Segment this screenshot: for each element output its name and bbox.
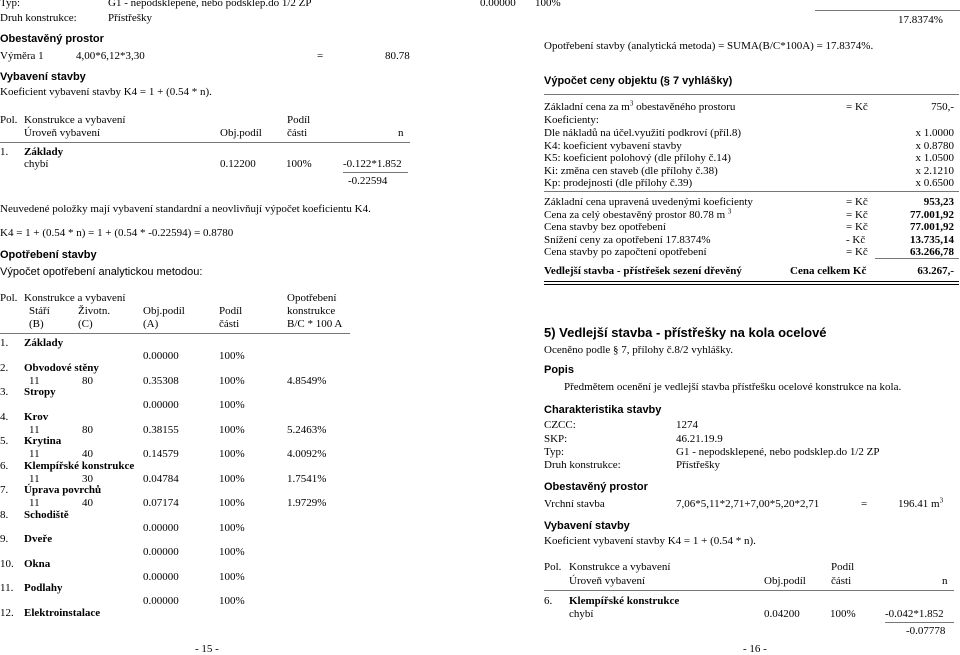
wear-row-name: Krytina bbox=[24, 435, 62, 447]
popis-text: Předmětem ocenění je vedlejší stavba přístřešku ocelové konstrukce na kola. bbox=[564, 381, 902, 393]
top-total: 17.8374% bbox=[898, 14, 943, 26]
wear-row-name: Stropy bbox=[24, 386, 56, 398]
wear-row-num: 7. bbox=[0, 484, 9, 496]
vrchni-value: 196.41 $m^3$ bbox=[898, 496, 944, 510]
coefficient-value: x 1.0000 bbox=[915, 127, 954, 139]
wear-row-obj-share: 0.07174 bbox=[143, 497, 179, 509]
tbl-row-uroven: chybí bbox=[569, 608, 594, 620]
popis-heading: Popis bbox=[544, 364, 574, 376]
opotrebeni-heading: Opotřebení stavby bbox=[0, 249, 97, 261]
wear-row-num: 2. bbox=[0, 361, 9, 374]
price-row-value: 77.001,92 bbox=[910, 208, 954, 221]
tbl2-header-rule bbox=[0, 333, 350, 334]
tbl1-row-num: 1. bbox=[0, 146, 9, 158]
wear-row-share: 100% bbox=[219, 350, 245, 362]
wear-row-obj-share: 0.00000 bbox=[143, 521, 179, 534]
druh-value: Přístřešky bbox=[108, 12, 152, 24]
tbl2-h-casti: části bbox=[219, 318, 240, 330]
vrchni-eq: = bbox=[861, 498, 868, 510]
wear-row-num: 4. bbox=[0, 410, 9, 423]
price-row-eq: = Kč bbox=[846, 221, 868, 233]
wear-row-share: 100% bbox=[219, 570, 245, 583]
tbl2-h-objpodil: Obj.podíl bbox=[143, 305, 185, 317]
price-row-value: 77.001,92 bbox=[910, 221, 954, 233]
zakladni-cena-value: 750,- bbox=[931, 101, 954, 113]
top-obj: 0.00000 bbox=[480, 0, 516, 9]
tbl2-h-konstrukce: Konstrukce a vybavení bbox=[24, 292, 126, 304]
wear-row-lifespan: 40 bbox=[82, 448, 93, 460]
wear-row-obj-share: 0.38155 bbox=[143, 423, 179, 436]
tbl1-row-n: -0.122*1.852 bbox=[343, 158, 402, 170]
tbl-h-konstrukce: Konstrukce a vybavení bbox=[569, 561, 671, 573]
coefficient-value: x 2.1210 bbox=[915, 164, 954, 177]
tbl1-row-obj: 0.12200 bbox=[220, 158, 256, 170]
wear-row-age: 11 bbox=[29, 374, 40, 387]
wear-row-obj-share: 0.35308 bbox=[143, 374, 179, 387]
price-row-value: 953,23 bbox=[923, 196, 954, 208]
page-number-2: - 16 - bbox=[743, 643, 767, 655]
wear-row-name: Dveře bbox=[24, 533, 53, 545]
wear-row-obj-share: 0.04784 bbox=[143, 472, 179, 485]
obestaveny-heading: Obestavěný prostor bbox=[0, 33, 104, 45]
price-row-label: Snížení ceny za opotřebení 17.8374% bbox=[544, 233, 711, 246]
zakladni-cena-eq: = Kč bbox=[846, 101, 868, 113]
page-number: - 15 - bbox=[195, 643, 219, 655]
wear-row-share: 100% bbox=[219, 472, 245, 485]
tbl1-sum-rule bbox=[343, 172, 408, 173]
wear-row-share: 100% bbox=[219, 399, 245, 411]
wear-row-age: 11 bbox=[29, 497, 40, 509]
tbl1-h-objpodil: Obj.podíl bbox=[220, 127, 262, 139]
tbl-sum-rule bbox=[885, 622, 954, 623]
wear-row-obj-share: 0.00000 bbox=[143, 570, 179, 583]
price-row-eq: - Kč bbox=[846, 233, 866, 246]
wear-row-share: 100% bbox=[219, 595, 245, 607]
wear-row-wear: 4.0092% bbox=[287, 448, 327, 460]
tbl2-h-stari: Stáří bbox=[29, 305, 50, 317]
druh-value-2: Přístřešky bbox=[676, 459, 720, 471]
wear-row-num: 8. bbox=[0, 508, 9, 521]
tbl2-h-b: (B) bbox=[29, 318, 44, 330]
wear-row-lifespan: 80 bbox=[82, 374, 93, 387]
vedlejsi-celkem: Cena celkem Kč bbox=[790, 265, 867, 277]
czcc-value: 1274 bbox=[676, 419, 698, 431]
k4-text: K4 = 1 + (0.54 * n) = 1 + (0.54 * -0.22594) = 0.8780 bbox=[0, 227, 234, 239]
tbl2-h-a: (A) bbox=[143, 318, 159, 330]
tbl2-h-opotrebeni: Opotřebení bbox=[287, 292, 337, 304]
koeficient-text: Koeficient vybavení stavby K4 = 1 + (0.54 * n). bbox=[0, 86, 212, 98]
tbl-row-num: 6. bbox=[544, 595, 553, 607]
wear-row-name: Základy bbox=[24, 337, 64, 349]
tbl-h-podil: Podíl bbox=[831, 561, 855, 573]
price-row-label: Cena za celý obestavěný prostor 80.78 m $^3$ bbox=[544, 206, 732, 221]
price-row-label: Cena stavby po započtení opotřebení bbox=[544, 246, 707, 258]
vymera-eq: = bbox=[317, 50, 324, 62]
tbl1-h-konstrukce: Konstrukce a vybavení bbox=[24, 114, 126, 126]
vybaveni-heading-2: Vybavení stavby bbox=[544, 520, 630, 532]
cena-rule bbox=[875, 258, 959, 259]
wear-row-name: Krov bbox=[24, 410, 49, 423]
tbl1-h-pol: Pol. bbox=[0, 114, 18, 126]
vybaveni-heading: Vybavení stavby bbox=[0, 71, 86, 83]
tbl1-h-uroven: Úroveň vybavení bbox=[24, 127, 101, 139]
wear-row-name: Elektroinstalace bbox=[24, 606, 101, 619]
vedlejsi-value: 63.267,- bbox=[917, 265, 954, 277]
wear-row-obj-share: 0.00000 bbox=[143, 350, 179, 362]
coefficient-label: Dle nákladů na účel.využití podkroví (příl.8) bbox=[544, 127, 742, 139]
section5-oceneno: Oceněno podle § 7, přílohy č.8/2 vyhlášky. bbox=[544, 344, 733, 356]
price-row-label: Cena stavby bez opotřebení bbox=[544, 221, 666, 233]
vedlejsi-label: Vedlejší stavba - přístřešek sezení dřevěný bbox=[544, 265, 742, 277]
koef-rule bbox=[544, 191, 959, 192]
wear-row-num: 3. bbox=[0, 386, 9, 398]
druh-label-2: Druh konstrukce: bbox=[544, 459, 621, 471]
typ-value: G1 - nepodsklepené, nebo podsklep.do 1/2 ZP bbox=[108, 0, 312, 9]
opotrebeni-sub: Výpočet opotřebení analytickou metodou: bbox=[0, 266, 203, 278]
vrchni-label: Vrchní stavba bbox=[544, 498, 605, 510]
top-total-rule bbox=[815, 10, 960, 11]
wear-row-lifespan: 30 bbox=[82, 472, 93, 485]
vrchni-formula: 7,06*5,11*2,71+7,00*5,20*2,71 bbox=[676, 498, 820, 510]
tbl-h-uroven: Úroveň vybavení bbox=[569, 575, 646, 587]
vymera-label: Výměra 1 bbox=[0, 50, 44, 62]
obestaveny-heading-2: Obestavěný prostor bbox=[544, 481, 648, 493]
zakladni-cena-label: Základní cena za $m^3$ obestavěného prostoru bbox=[544, 99, 736, 113]
tbl-h-n: n bbox=[942, 575, 948, 587]
wear-row-num: 9. bbox=[0, 533, 9, 545]
right-page bbox=[480, 0, 960, 655]
skp-value: 46.21.19.9 bbox=[676, 433, 723, 445]
charakteristika-heading: Charakteristika stavby bbox=[544, 404, 662, 416]
wear-row-wear: 5.2463% bbox=[287, 423, 327, 436]
tbl1-row-pct: 100% bbox=[286, 158, 312, 170]
tbl-sum: -0.07778 bbox=[906, 625, 946, 637]
top-pct: 100% bbox=[535, 0, 561, 9]
tbl2-h-formula: B/C * 100 A bbox=[287, 318, 343, 330]
vymera-value: 80.78 bbox=[385, 50, 410, 62]
tbl1-header-rule bbox=[0, 142, 410, 143]
wear-row-obj-share: 0.00000 bbox=[143, 399, 179, 411]
tbl1-h-casti: části bbox=[287, 127, 308, 139]
wear-row-wear: 1.9729% bbox=[287, 497, 327, 509]
vymera-formula: 4,00*6,12*3,30 bbox=[76, 50, 145, 62]
tbl1-sum: -0.22594 bbox=[348, 175, 388, 187]
koeficient-text-2: Koeficient vybavení stavby K4 = 1 + (0.54 * n). bbox=[544, 535, 756, 547]
tbl-h-casti: části bbox=[831, 575, 852, 587]
tbl2-h-konstrukce2: konstrukce bbox=[287, 305, 336, 317]
coefficient-value: x 0.8780 bbox=[915, 139, 954, 152]
wear-row-name: Schodiště bbox=[24, 508, 69, 521]
wear-row-name: Podlahy bbox=[24, 582, 63, 594]
price-row-value: 63.266,78 bbox=[910, 246, 954, 258]
tbl-row-obj: 0.04200 bbox=[764, 608, 800, 620]
tbl1-h-n: n bbox=[398, 127, 404, 139]
tbl-row-name: Klempířské konstrukce bbox=[569, 595, 680, 607]
wear-row-num: 10. bbox=[0, 557, 14, 570]
tbl1-row-name: Základy bbox=[24, 146, 64, 158]
wear-row-share: 100% bbox=[219, 521, 245, 534]
coefficient-label: K4: koeficient vybavení stavby bbox=[544, 139, 682, 152]
tbl2-h-zivotn: Životn. bbox=[78, 305, 111, 317]
tbl2-h-c: (C) bbox=[78, 318, 93, 330]
wear-row-share: 100% bbox=[219, 374, 245, 387]
wear-row-num: 5. bbox=[0, 435, 9, 447]
wear-row-share: 100% bbox=[219, 423, 245, 436]
typ-value-2: G1 - nepodsklepené, nebo podsklep.do 1/2 ZP bbox=[676, 446, 880, 458]
wear-row-obj-share: 0.00000 bbox=[143, 546, 179, 558]
wear-row-wear: 1.7541% bbox=[287, 472, 327, 485]
vypocet-rule bbox=[544, 94, 959, 95]
tbl2-h-pol: Pol. bbox=[0, 292, 18, 304]
wear-row-name: Okna bbox=[24, 557, 51, 570]
tbl-row-n: -0.042*1.852 bbox=[885, 608, 944, 620]
wear-row-name: Klempířské konstrukce bbox=[24, 459, 135, 472]
wear-row-num: 6. bbox=[0, 459, 9, 472]
coefficient-label: K5: koeficient polohový (dle přílohy č.14) bbox=[544, 152, 731, 165]
tbl1-h-podil: Podíl bbox=[287, 114, 311, 126]
tbl-h-objpodil: Obj.podíl bbox=[764, 575, 806, 587]
koeficienty-label: Koeficienty: bbox=[544, 114, 599, 126]
wear-row-obj-share: 0.00000 bbox=[143, 595, 179, 607]
opotrebeni-text: Opotřebení stavby (analytická metoda) = SUMA(B/C*100A) = 17.8374%. bbox=[544, 40, 874, 52]
coefficient-value: x 1.0500 bbox=[915, 152, 954, 165]
tbl-row-pct: 100% bbox=[830, 608, 856, 620]
coefficient-label: Kp: prodejnosti (dle přílohy č.39) bbox=[544, 177, 693, 190]
wear-row-name: Úprava povrchů bbox=[24, 484, 102, 496]
vedlejsi-rule-1 bbox=[544, 281, 959, 282]
wear-row-age: 11 bbox=[29, 472, 40, 485]
neuvedene-text: Neuvedené položky mají vybavení standardní a neovlivňují výpočet koeficientu K4. bbox=[0, 203, 371, 215]
wear-row-obj-share: 0.14579 bbox=[143, 448, 179, 460]
tbl-header-rule bbox=[544, 590, 954, 591]
wear-row-lifespan: 40 bbox=[82, 497, 93, 509]
section5-heading: 5) Vedlejší stavba - přístřešky na kola ocelové bbox=[544, 325, 827, 340]
wear-row-num: 12. bbox=[0, 606, 14, 619]
wear-row-num: 1. bbox=[0, 337, 9, 349]
skp-label: SKP: bbox=[544, 433, 568, 445]
wear-row-lifespan: 80 bbox=[82, 423, 93, 436]
wear-row-share: 100% bbox=[219, 497, 245, 509]
wear-row-age: 11 bbox=[29, 448, 40, 460]
wear-row-name: Obvodové stěny bbox=[24, 361, 99, 374]
wear-row-age: 11 bbox=[29, 423, 40, 436]
coefficient-value: x 0.6500 bbox=[915, 177, 954, 190]
czcc-label: CZCC: bbox=[544, 419, 576, 431]
coefficient-label: Ki: změna cen staveb (dle přílohy č.38) bbox=[544, 164, 718, 177]
druh-label: Druh konstrukce: bbox=[0, 12, 77, 24]
price-row-eq: = Kč bbox=[846, 246, 868, 258]
wear-row-wear: 4.8549% bbox=[287, 374, 327, 387]
typ-label-2: Typ: bbox=[544, 446, 565, 458]
wear-row-num: 11. bbox=[0, 582, 14, 594]
vypocet-heading: Výpočet ceny objektu (§ 7 vyhlášky) bbox=[544, 75, 733, 87]
tbl2-h-podil: Podíl bbox=[219, 305, 243, 317]
price-row-eq: = Kč bbox=[846, 208, 868, 221]
wear-row-share: 100% bbox=[219, 448, 245, 460]
vedlejsi-rule-2 bbox=[544, 284, 959, 285]
price-row-eq: = Kč bbox=[846, 196, 868, 208]
tbl-h-pol: Pol. bbox=[544, 561, 562, 573]
price-row-value: 13.735,14 bbox=[910, 233, 954, 246]
price-row-label: Základní cena upravená uvedenými koeficienty bbox=[544, 196, 753, 208]
wear-row-share: 100% bbox=[219, 546, 245, 558]
typ-label: Typ: bbox=[0, 0, 21, 9]
tbl1-row-uroven: chybí bbox=[24, 158, 49, 170]
